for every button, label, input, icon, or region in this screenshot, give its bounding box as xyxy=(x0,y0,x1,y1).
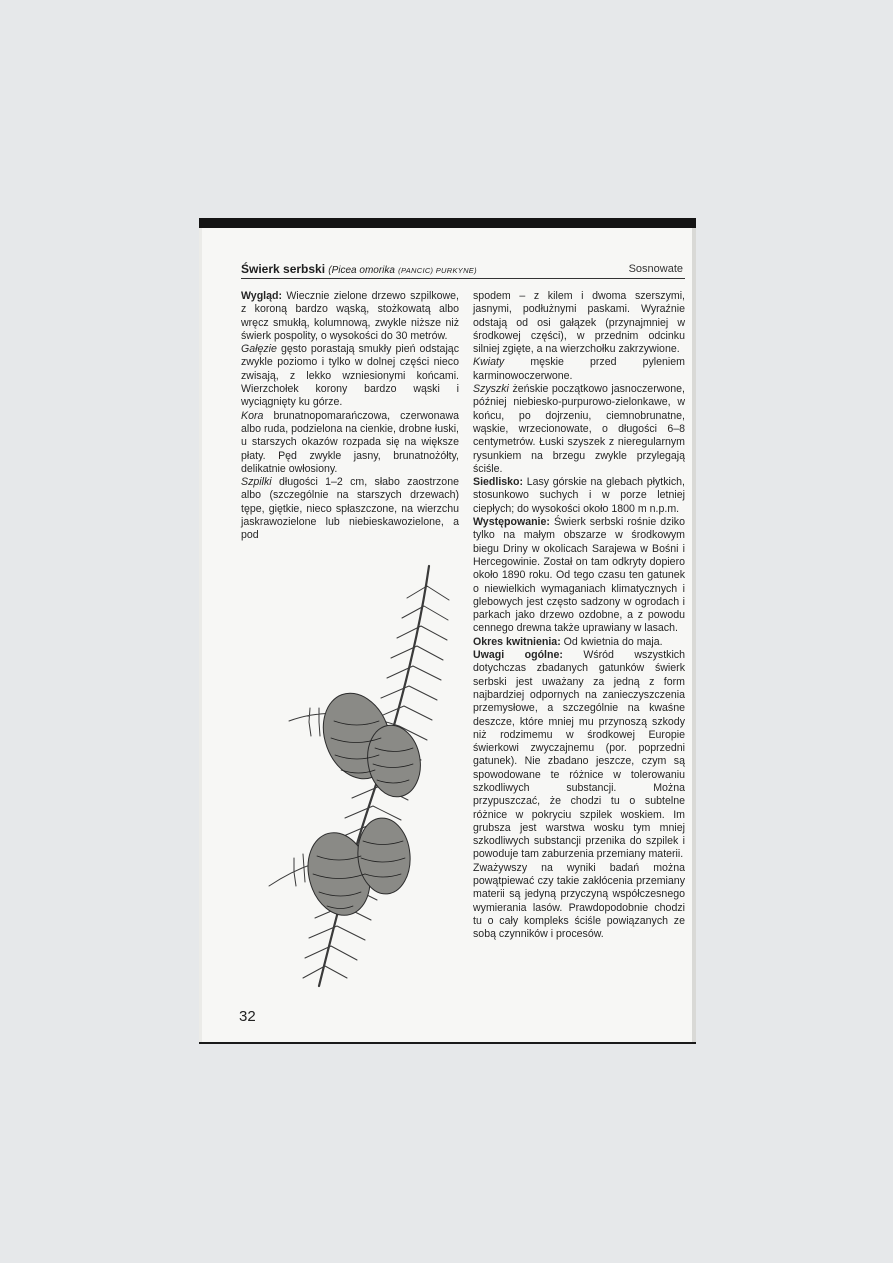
author-name: (PANCIC) PURKYNE) xyxy=(398,266,477,275)
text-needles: długości 1–2 cm, słabo zaostrzone albo (szczególnie na starszych drzewach) tępe, giętkie, nieco spłaszczone, na wierzchu jaskrawozielone lub niebieskawozielone, a pod xyxy=(241,476,459,542)
paragraph-conclusion xyxy=(473,862,685,942)
paragraph-needles xyxy=(241,476,459,542)
paragraph-branches xyxy=(241,343,459,409)
text-needles-cont: spodem – z kilem i dwoma szerszymi, jasnymi, podłużnymi paskami. Wyraźnie odstają od osi gałązek (przynajmniej w środkowej części), w przednim odcinku silniej zgięte, a na wierzchołku zakrzywione. xyxy=(473,290,685,356)
paragraph-remarks xyxy=(473,649,685,862)
page-header xyxy=(241,262,685,279)
label-branches: Gałęzie xyxy=(241,343,277,356)
label-appearance: Wygląd: xyxy=(241,290,283,302)
label-habitat: Siedlisko: xyxy=(473,476,524,489)
text-cones: żeńskie początkowo jasnoczerwone, później niebiesko-purpurowo-zielonkawe, w końcu, po dojrzeniu, ciemnobrunatne, wąskie, wrzecionowate, o długości 6–8 centymetrów. Łuski szyszek z nieregularnym rysunkiem na brzegu zwykle przylegają ściśle. xyxy=(473,383,685,475)
left-column xyxy=(241,290,459,543)
label-remarks: Uwagi ogólne: xyxy=(473,649,563,662)
right-column xyxy=(473,290,685,942)
paragraph-habitat xyxy=(473,476,685,516)
text-bark: brunatnopomarańczowa, czerwonawa albo ruda, podzielona na cienkie, drobne łuski, u starszych okazów rozpada się na większe płaty. Pęd zwykle jasny, brunatnożółty, delikatnie owłosiony. xyxy=(241,409,459,475)
text-flowers: męskie przed pyleniem karminowoczerwone. xyxy=(473,356,685,382)
species-title: Świerk serbski xyxy=(241,262,326,276)
label-bark: Kora xyxy=(241,409,264,422)
paragraph-cones xyxy=(473,383,685,476)
text-flowering: Od kwietnia do maja. xyxy=(560,635,663,648)
scan-top-border xyxy=(199,218,696,228)
spruce-branch-illustration xyxy=(249,556,464,996)
text-conclusion: Zważywszy na wyniki badań można powątpiewać czy takie zakłócenia przemiany materii są jedyną przyczyną współczesnego wymierania lasów. Prawdopodobnie chodzi tu o cały kompleks ściśle powiązanych ze sobą czynników i procesów. xyxy=(473,861,685,941)
label-flowering: Okres kwitnienia: xyxy=(473,635,561,648)
family-name: Sosnowate xyxy=(628,263,683,275)
text-remarks: Wśród wszystkich dotychczas zbadanych gatunków świerk serbski jest uważany za jedną z form najbardziej odpornych na zanieczyszczenia przemysłowe, a szczególnie na kwaśne deszcze, które mniej mu przynoszą szkody niż rodzimemu w środkowej Europie świerkowi zwyczajnemu (por. poprzedni gatunek). Nie zbadano jeszcze, czym są spowodowane te różnice w tolerowaniu szkodliwych substancji. Można przypuszczać, że chodzi tu o subtelne różnice w pokryciu szpilek woskiem. Im grubsza jest warstwa wosku tym mniej szkodliwych substancji przenika do szpilek i powoduje tam zaburzenia przemiany materii. xyxy=(473,649,685,861)
paragraph-needles-cont xyxy=(473,290,685,356)
label-occurrence: Występowanie: xyxy=(473,516,550,529)
scanned-page xyxy=(199,218,696,1044)
text-occurrence: Świerk serbski rośnie dziko tylko na małym obszarze w środkowym biegu Driny w okolicach Sarajewa w Bośni i Hercegowinie. Został on tam odkryty dopiero około 1890 roku. Od tego czasu ten gatunek o niewielkich wymaganiach klimatycznych i glebowych jest często sadzony w ogrodach i parkach jako drzewo ozdobne, a z powodu cennego drewna także uprawiany w lasach. xyxy=(473,516,685,635)
label-needles: Szpilki xyxy=(241,476,272,489)
paragraph-bark xyxy=(241,410,459,476)
label-flowers: Kwiaty xyxy=(473,356,505,369)
scan-right-edge xyxy=(692,228,696,1044)
latin-name: (Picea omorika xyxy=(328,265,395,276)
scan-left-edge xyxy=(199,228,202,1044)
text-appearance: Wiecznie zielone drzewo szpilkowe, z koroną bardzo wąską, stożkowatą albo wręcz smukłą, kolumnową, zwykle niższe niż świerk pospolity, o wysokości do 30 metrów. xyxy=(241,290,459,342)
scan-bottom-border xyxy=(199,1042,696,1044)
text-branches: gęsto porastają smukły pień odstając zwykle poziomo i tylko w dolnej części nieco zwisają, z lekko wzniesionymi końcami. Wierzchołek korony bardzo wąski i wyciągnięty ku górze. xyxy=(241,343,459,409)
paragraph-flowers xyxy=(473,356,685,383)
paragraph-occurrence xyxy=(473,516,685,636)
paragraph-flowering xyxy=(473,636,685,649)
label-cones: Szyszki xyxy=(473,383,509,396)
text-habitat: Lasy górskie na glebach płytkich, stosunkowo suchych i w porze letniej ciepłych; do wysokości około 1800 m n.p.m. xyxy=(473,476,685,515)
page-number: 32 xyxy=(239,1008,256,1025)
paragraph-appearance xyxy=(241,290,459,343)
